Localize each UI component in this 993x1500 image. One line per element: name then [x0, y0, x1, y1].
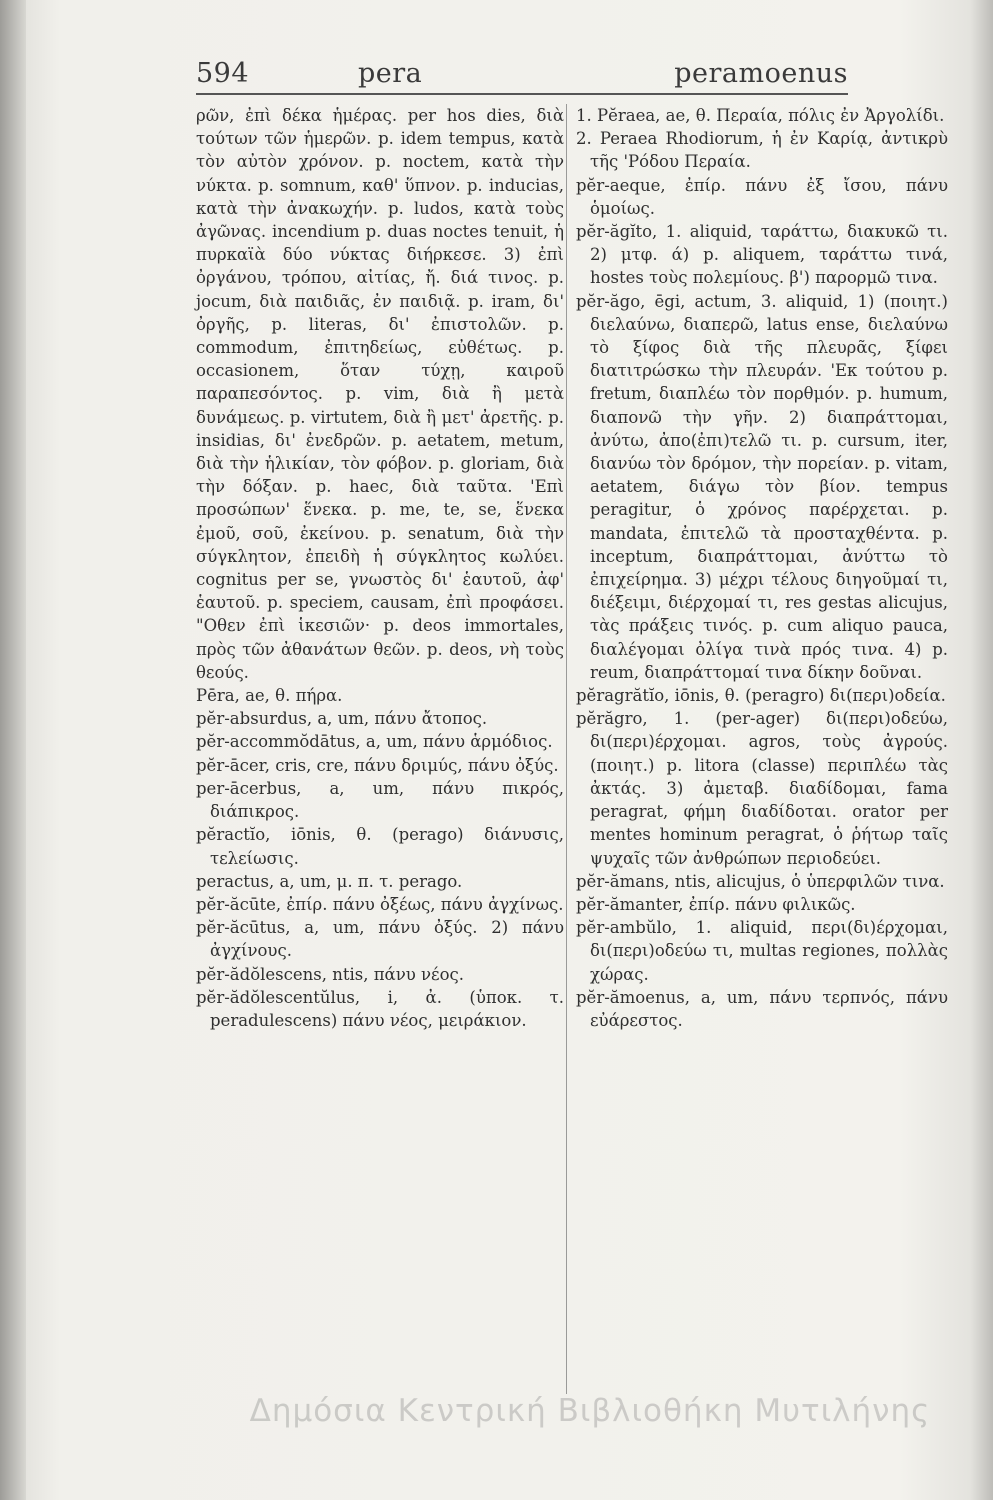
- column-divider: [566, 104, 567, 1394]
- dictionary-entry: pĕr-ambŭlo, 1. aliquid, περι(δι)έρχομαι, δι(περι)οδεύω τι, multas regiones, πολλὰς χώρας.: [576, 918, 948, 984]
- library-watermark: Δημόσια Κεντρική Βιβλιοθήκη Μυτιλήνης: [249, 1393, 931, 1429]
- dictionary-entry: pĕr-ămanter, ἐπίρ. πάνυ φιλικῶς.: [576, 894, 856, 914]
- dictionary-entry: per-ācerbus, a, um, πάνυ πικρός, διάπικρος.: [196, 778, 564, 822]
- dictionary-entry: pĕr-ădŏlescentŭlus, i, ἀ. (ὑποκ. τ. peradulescens) πάνυ νέος, μειράκιον.: [196, 987, 564, 1030]
- dictionary-entry: pĕractĭo, iōnis, θ. (perago) διάνυσις, τελείωσις.: [196, 825, 564, 868]
- binding-gutter: [0, 0, 26, 1500]
- left-column: [196, 104, 564, 1032]
- right-guide-word: peramoenus: [674, 58, 848, 89]
- dictionary-entry: pĕr-absurdus, a, um, πάνυ ἄτοπος.: [196, 709, 488, 729]
- dictionary-entry: pĕr-ācer, cris, cre, πάνυ δριμύς, πάνυ ὀξύς.: [196, 755, 559, 775]
- page-header: [196, 58, 848, 98]
- dictionary-entry: ρῶν, ἐπὶ δέκα ἡμέρας. per hos dies, διὰ τούτων τῶν ἡμερῶν. p. idem tempus, κατὰ τὸν αὐτὸν χρόνον. p. noctem, κατὰ τὴν νύκτα. p. somnum, καθ' ὕπνον. p. inducias, κατὰ τὴν ἀνακωχήν. p. ludos, κατὰ τοὺς ἀγῶνας. incendium p. duas noctes tenuit, ἡ πυρκαϊὰ δύο νύκτας διήρκεσε. 3) ἐπὶ ὀργάνου, τρόπου, αἰτίας, ἤ. διά τινος. p. jocum, διὰ παιδιᾶς, ἐν παιδιᾷ. p. iram, δι' ὀργῆς, p. literas, δι' ἐπιστολῶν. p. commodum, ἐπιτηδείως, εὐθέτως. p. occasionem, ὅταν τύχῃ, καιροῦ παραπεσόντος. p. vim, διὰ ἢ μετὰ δυνάμεως. p. virtutem, διὰ ἢ μετ' ἀρετῆς. p. insidias, δι' ἐνεδρῶν. p. aetatem, metum, διὰ τὴν ἡλικίαν, τὸν φόβον. p. gloriam, διὰ τὴν δόξαν. p. haec, διὰ ταῦτα. 'Επὶ προσώπων' ἕνεκα. p. me, te, se, ἕνεκα ἐμοῦ, σοῦ, ἐκείνου. p. senatum, διὰ τὴν σύγκλητον, ἐπειδὴ ἡ σύγκλητος κωλύει. cognitus per se, γνωστὸς δι' ἑαυτοῦ, ἀφ' ἑαυτοῦ. p. speciem, causam, ἐπὶ προφάσει. "Οθεν ἐπὶ ἱκεσιῶν· p. deos immortales, πρὸς τῶν ἀθανάτων θεῶν. p. deos, νὴ τοὺς θεούς.: [196, 106, 564, 682]
- page-number: 594: [196, 58, 250, 89]
- header-rule: [196, 93, 848, 95]
- dictionary-entry: pĕr-accommŏdātus, a, um, πάνυ ἁρμόδιος.: [196, 732, 553, 752]
- dictionary-entry: peractus, a, um, μ. π. τ. perago.: [196, 871, 463, 891]
- dictionary-entry: pĕrăgro, 1. (per-ager) δι(περι)οδεύω, δι(περι)έρχομαι. agros, τοὺς ἀγρούς. (ποιητ.) p. litora (classe) περιπλέω τὰς ἀκτάς. 3) ἀμεταβ. διαδίδομαι, fama peragrat, φήμη διαδίδοται. orator per mentes hominum peragrat, ὁ ῥήτωρ ταῖς ψυχαῖς τῶν ἀνθρώπων περιοδεύει.: [576, 709, 948, 868]
- left-guide-word: pera: [358, 58, 423, 89]
- dictionary-entry: pĕr-ăgo, ēgi, actum, 3. aliquid, 1) (ποιητ.) διελαύνω, διαπερῶ, latus ense, διελαύνω τὸ ξίφος διὰ τῆς πλευρᾶς, ξίφει διατιτρώσκω τὴν πλευράν. 'Εκ τούτου p. fretum, διαπλέω τὸν πορθμόν. p. humum, διαπονῶ τὴν γῆν. 2) διαπράττομαι, ἀνύτω, ἀπο(ἐπι)τελῶ τι. p. cursum, iter, διανύω τὸν δρόμον, τὴν πορείαν. p. vitam, aetatem, διάγω τὸν βίον. tempus peragitur, ὁ χρόνος παρέρχεται. p. mandata, ἐπιτελῶ τὰ προσταχθέντα. p. inceptum, διαπράττομαι, ἀνύττω τὸ ἐπιχείρημα. 3) μέχρι τέλους διηγοῦμαί τι, διέξειμι, διέρχομαί τι, res gestas alicujus, τὰς πράξεις τινός. p. cum aliquo pauca, διαλέγομαι ὀλίγα τινὰ πρός τινα. 4) p. reum, διαπράττομαί τινα δίκην δοῦναι.: [576, 291, 948, 682]
- dictionary-entry: 2. Peraea Rhodiorum, ἡ ἐν Καρίᾳ, ἀντικρὺ τῆς 'Ρόδου Περαία.: [576, 129, 948, 172]
- dictionary-entry: pĕr-ămoenus, a, um, πάνυ τερπνός, πάνυ εὐάρεστος.: [576, 987, 948, 1030]
- dictionary-entry: pĕr-ădŏlescens, ntis, πάνυ νέος.: [196, 964, 465, 984]
- dictionary-entry: Pēra, ae, θ. πήρα.: [196, 686, 343, 706]
- dictionary-entry: pĕr-ăcūtus, a, um, πάνυ ὀξύς. 2) πάνυ ἀγχίνους.: [196, 918, 564, 961]
- dictionary-entry: pĕragrătĭo, iōnis, θ. (peragro) δι(περι)οδεία.: [576, 686, 946, 706]
- dictionary-entry: pĕr-ămans, ntis, alicujus, ὁ ὑπερφιλῶν τινα.: [576, 871, 945, 891]
- dictionary-entry: pĕr-ăcūte, ἐπίρ. πάνυ ὀξέως, πάνυ ἀγχίνως.: [196, 894, 564, 914]
- dictionary-entry: 1. Pĕraea, ae, θ. Περαία, πόλις ἐν Ἀργολίδι.: [576, 106, 945, 125]
- dictionary-entry: pĕr-ăgĭto, 1. aliquid, ταράττω, διακυκῶ τι. 2) μτφ. ά) p. aliquem, ταράττω τινά, hostes τοὺς πολεμίους. β') παρορμῶ τινα.: [576, 222, 948, 288]
- right-column: [576, 104, 948, 1032]
- dictionary-entry: pĕr-aeque, ἐπίρ. πάνυ ἐξ ἴσου, πάνυ ὁμοίως.: [576, 175, 948, 218]
